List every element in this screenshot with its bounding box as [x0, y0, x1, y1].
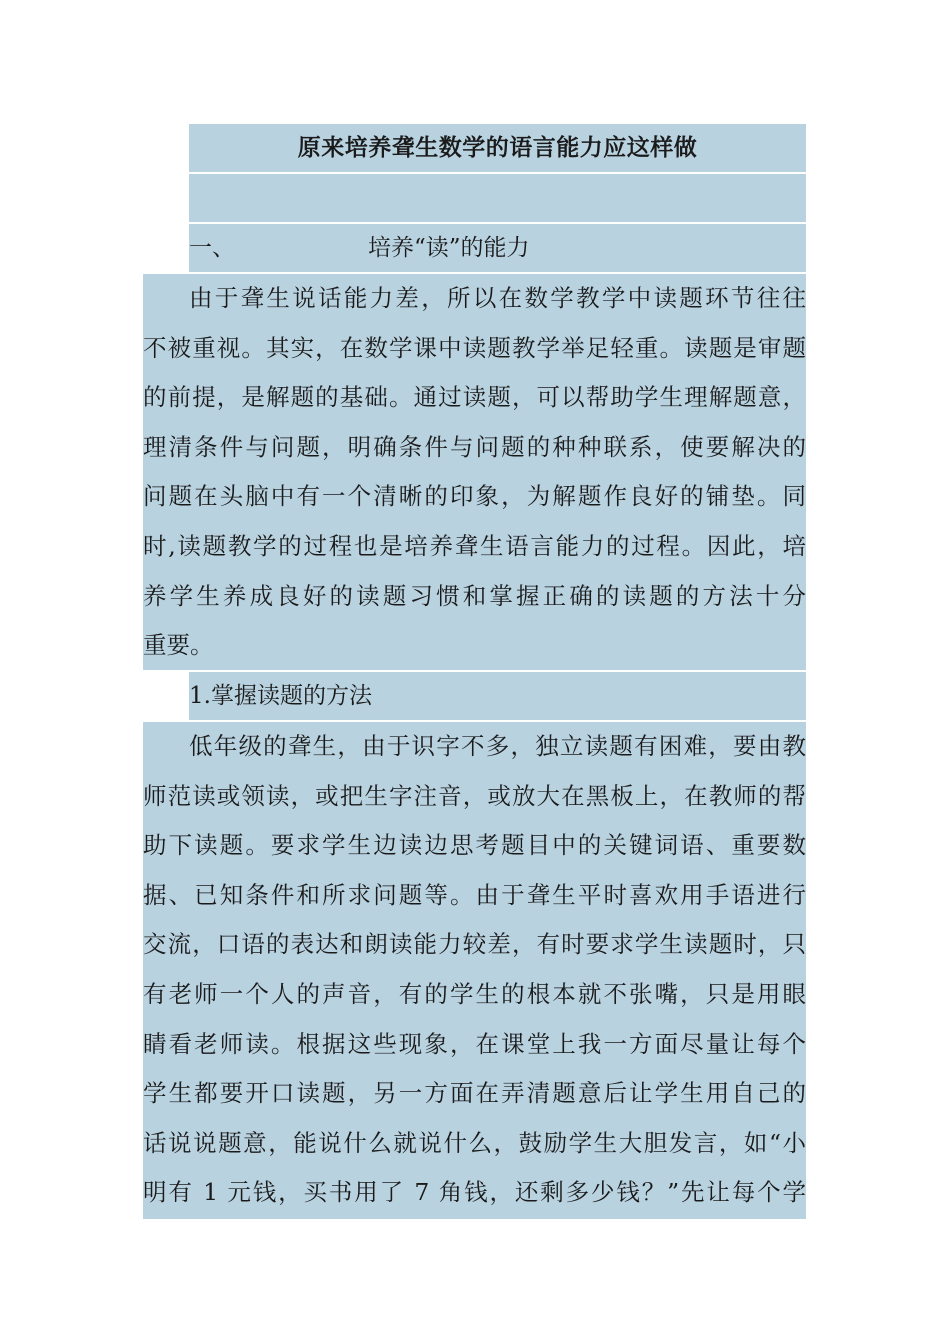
paragraph-line: 据、已知条件和所求问题等。由于聋生平时喜欢用手语进行 — [143, 880, 806, 909]
subsection-heading: 1.掌握读题的方法 — [189, 683, 372, 709]
paragraph-reading-method — [143, 722, 806, 1218]
paragraph-line: 问题在头脑中有一个清晰的印象，为解题作良好的铺垫。同 — [143, 482, 806, 511]
paragraph-line: 有老师一个人的声音，有的学生的根本就不张嘴，只是用眼 — [143, 979, 806, 1008]
section-heading: 培养“读”的能力 — [368, 235, 530, 261]
section-number: 一、 — [189, 235, 235, 261]
paragraph-line: 睛看老师读。根据这些现象，在课堂上我一方面尽量让每个 — [143, 1029, 806, 1058]
paragraph-line: 的前提，是解题的基础。通过读题，可以帮助学生理解题意， — [143, 383, 806, 412]
document-title: 原来培养聋生数学的语言能力应这样做 — [297, 135, 698, 161]
paragraph-line: 师范读或领读，或把生字注音，或放大在黑板上，在教师的帮 — [143, 781, 806, 810]
paragraph-line: 不被重视。其实，在数学课中读题教学举足轻重。读题是审题 — [143, 333, 806, 362]
paragraph-line: 理清条件与问题，明确条件与问题的种种联系，使要解决的 — [143, 432, 806, 461]
paragraph-line: 交流，口语的表达和朗读能力较差，有时要求学生读题时，只 — [143, 930, 806, 959]
paragraph-line: 时,读题教学的过程也是培养聋生语言能力的过程。因此，培 — [143, 531, 806, 560]
blank-line-highlight — [189, 174, 806, 222]
paragraph-reading-importance — [143, 274, 806, 671]
paragraph-line: 低年级的聋生，由于识字不多，独立读题有困难，要由教 — [189, 732, 806, 760]
paragraph-line: 明有 1 元钱，买书用了 7 角钱，还剩多少钱？”先让每个学 — [143, 1178, 806, 1207]
paragraph-line: 重要。 — [143, 631, 214, 660]
paragraph-line: 由于聋生说话能力差，所以在数学教学中读题环节往往 — [189, 284, 806, 312]
paragraph-line: 话说说题意，能说什么就说什么，鼓励学生大胆发言，如“小 — [143, 1128, 806, 1157]
paragraph-line: 养学生养成良好的读题习惯和掌握正确的读题的方法十分 — [143, 581, 806, 610]
paragraph-line: 学生都要开口读题，另一方面在弄清题意后让学生用自己的 — [143, 1079, 806, 1108]
paragraph-line: 助下读题。要求学生边读边思考题目中的关键词语、重要数 — [143, 831, 806, 860]
